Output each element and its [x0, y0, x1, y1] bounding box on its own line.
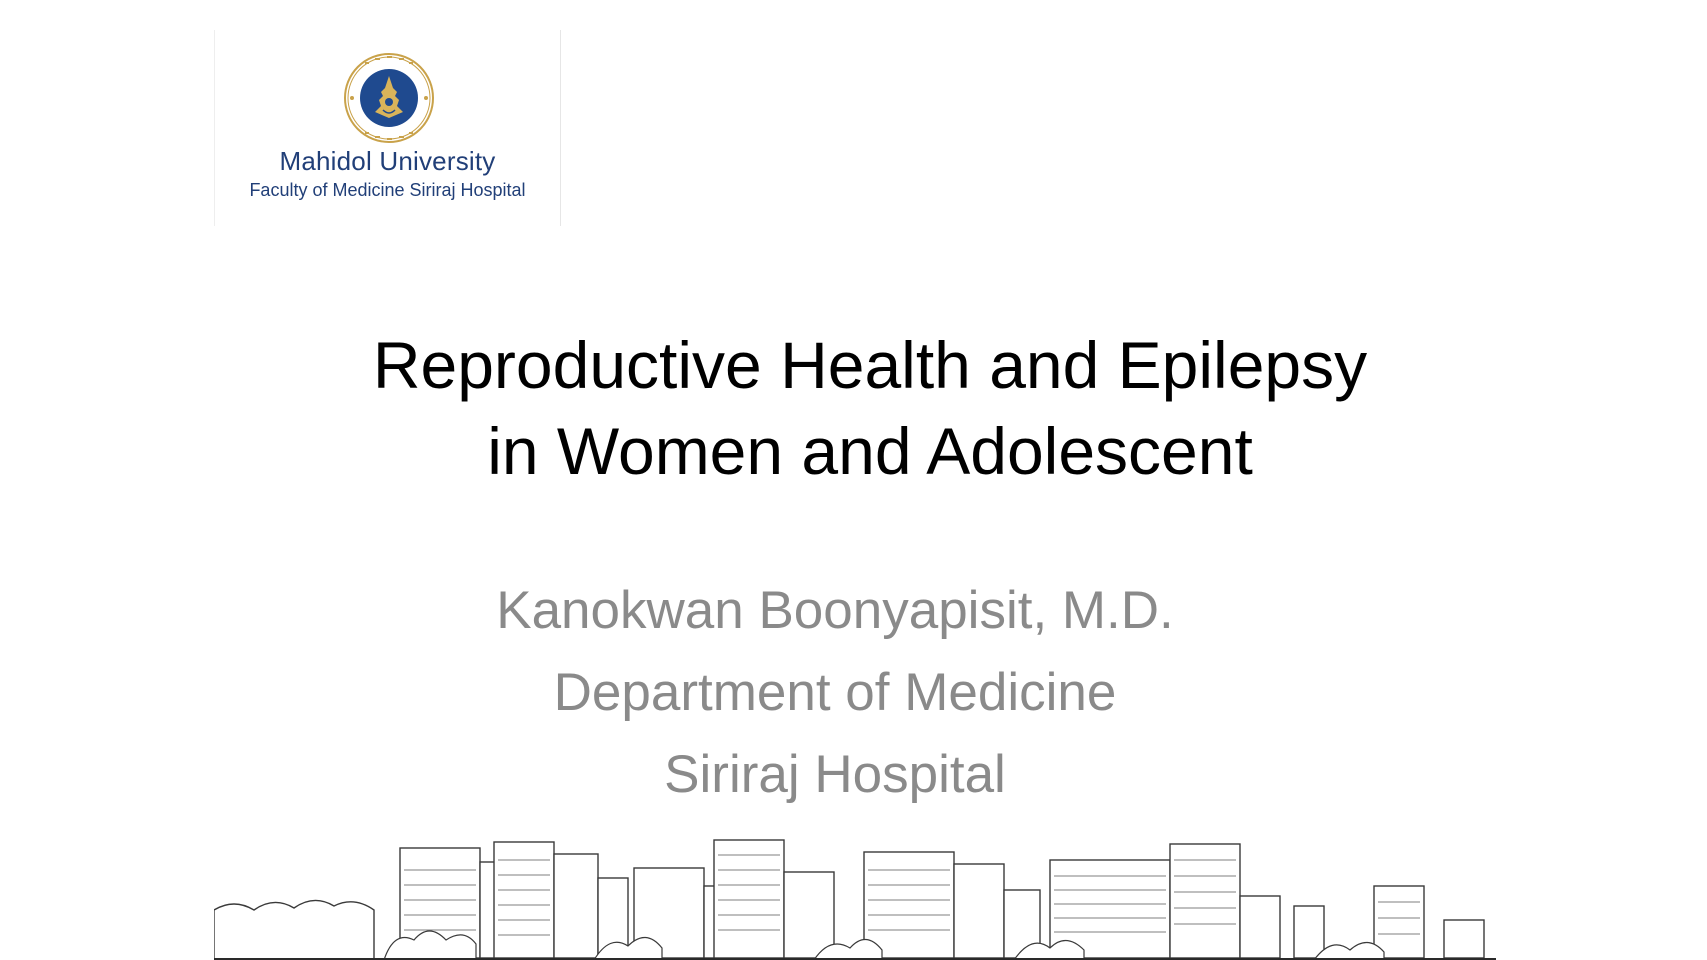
university-seal-icon — [343, 52, 435, 144]
hospital-name: Siriraj Hospital — [664, 745, 1006, 804]
title-line-1: Reproductive Health and Epilepsy — [372, 328, 1368, 402]
author-name: Kanokwan Boonyapisit, M.D. — [496, 581, 1174, 640]
department-name: Department of Medicine — [553, 663, 1117, 722]
university-logo — [214, 30, 561, 226]
hospital-skyline-illustration — [214, 810, 1496, 960]
university-name: Mahidol University — [279, 146, 496, 176]
slide-title — [230, 322, 1510, 494]
title-line-2: in Women and Adolescent — [487, 414, 1253, 488]
slide-subtitle — [300, 570, 1370, 816]
faculty-name: Faculty of Medicine Siriraj Hospital — [249, 180, 526, 200]
